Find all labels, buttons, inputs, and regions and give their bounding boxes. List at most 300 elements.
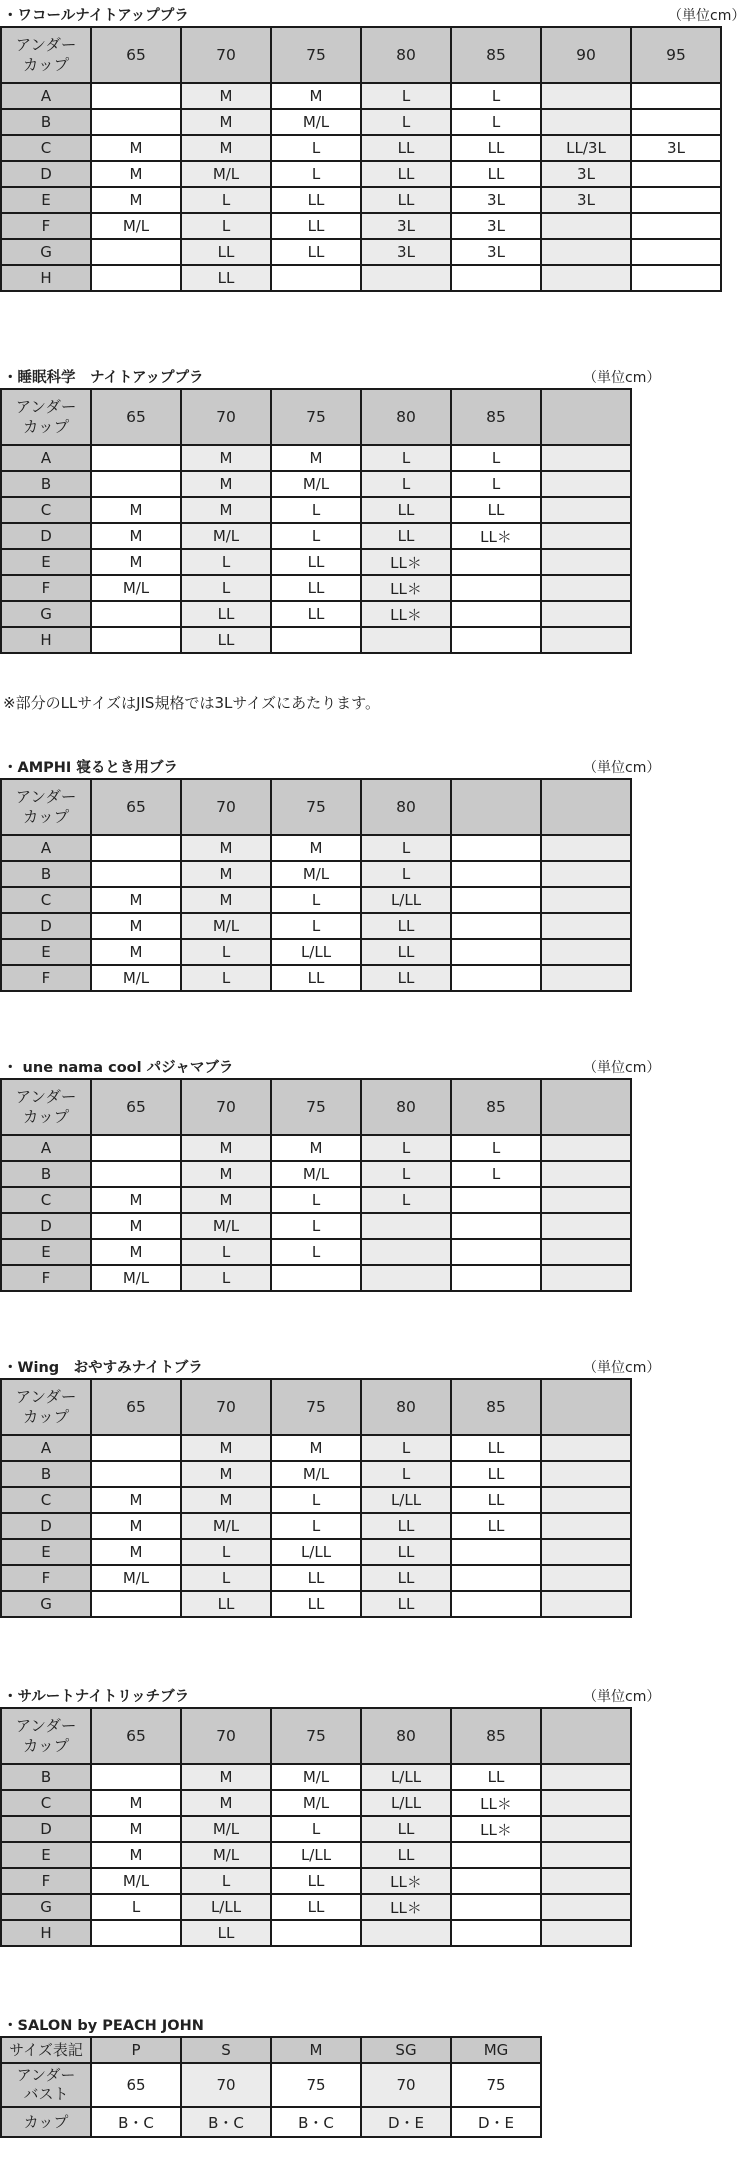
table-row — [1, 1565, 631, 1591]
table-row — [1, 601, 631, 627]
table-row — [1, 1461, 631, 1487]
size-cell: LL/3L — [541, 135, 631, 161]
cup-label: E — [1, 1539, 91, 1565]
size-cell: LL — [451, 1513, 541, 1539]
underbust-header: 70 — [181, 1379, 271, 1435]
size-cell: L — [181, 1265, 271, 1291]
size-cell — [541, 835, 631, 861]
size-table — [0, 1707, 632, 1947]
size-cell: LL — [271, 965, 361, 991]
size-cell: L — [361, 1135, 451, 1161]
cup-label: D — [1, 161, 91, 187]
cup-label: D — [1, 523, 91, 549]
size-cell — [361, 1239, 451, 1265]
size-cell: LL — [271, 1894, 361, 1920]
salon-size-table — [0, 2036, 542, 2138]
size-cell: M — [91, 1816, 181, 1842]
underbust-header: 65 — [91, 1379, 181, 1435]
size-cell: LL — [271, 213, 361, 239]
size-cell: LL — [361, 523, 451, 549]
size-cell: M — [181, 445, 271, 471]
size-cell: L/LL — [271, 1539, 361, 1565]
size-cell — [91, 1461, 181, 1487]
header-row — [1, 1708, 631, 1764]
size-cell: LL — [361, 1591, 451, 1617]
size-cell — [451, 913, 541, 939]
size-cell: M — [91, 1513, 181, 1539]
size-cell — [91, 109, 181, 135]
table-row — [1, 161, 721, 187]
row-label: サイズ表記 — [1, 2037, 91, 2063]
cup-label: A — [1, 835, 91, 861]
corner-header — [1, 389, 91, 445]
size-cell — [541, 523, 631, 549]
size-cell — [91, 1920, 181, 1946]
size-cell: M — [181, 835, 271, 861]
table-row — [1, 1135, 631, 1161]
size-cell: LL — [181, 627, 271, 653]
size-cell: L — [271, 1487, 361, 1513]
size-cell: M — [181, 861, 271, 887]
size-cell — [91, 445, 181, 471]
table-row — [1, 135, 721, 161]
size-cell: M/L — [181, 913, 271, 939]
corner-label: カップ — [22, 808, 70, 826]
section-title: ・サルートナイトリッチブラ — [3, 1689, 190, 1705]
table-row — [1, 939, 631, 965]
corner-header — [1, 1379, 91, 1435]
table-row — [1, 1161, 631, 1187]
size-cell — [541, 1513, 631, 1539]
table-row — [1, 213, 721, 239]
size-cell: L — [271, 1816, 361, 1842]
size-cell: LL — [181, 1591, 271, 1617]
cup-label: G — [1, 1591, 91, 1617]
size-cell — [271, 1920, 361, 1946]
size-cell — [541, 1461, 631, 1487]
size-cell: M — [91, 549, 181, 575]
underbust-header: 85 — [451, 1079, 541, 1135]
header-row — [1, 779, 631, 835]
size-cell: LL＊ — [361, 1894, 451, 1920]
underbust-header: 75 — [271, 1379, 361, 1435]
table-row — [1, 1265, 631, 1291]
cup-label: D — [1, 913, 91, 939]
size-cell: LL＊ — [451, 1816, 541, 1842]
size-cell — [631, 239, 721, 265]
size-cell — [451, 1539, 541, 1565]
table-row — [1, 1842, 631, 1868]
table-row — [1, 1187, 631, 1213]
size-cell: L — [451, 1161, 541, 1187]
size-cell — [541, 1265, 631, 1291]
size-cell: LL — [451, 1487, 541, 1513]
cup-label: C — [1, 497, 91, 523]
underbust-header: 75 — [271, 27, 361, 83]
size-cell: LL＊ — [361, 1868, 451, 1894]
corner-header — [1, 1079, 91, 1135]
size-cell — [541, 861, 631, 887]
size-cell — [451, 1565, 541, 1591]
underbust-header — [541, 779, 631, 835]
size-cell: LL — [181, 239, 271, 265]
table-row — [1, 2107, 541, 2137]
size-cell — [361, 1265, 451, 1291]
cup-label: B — [1, 1461, 91, 1487]
table-row — [1, 1513, 631, 1539]
size-cell: M — [181, 471, 271, 497]
size-cell: L — [181, 575, 271, 601]
size-cell — [91, 1435, 181, 1461]
section-wacoal — [0, 0, 746, 287]
size-cell: L — [271, 887, 361, 913]
size-cell — [541, 913, 631, 939]
size-cell: M — [181, 1135, 271, 1161]
size-cell — [541, 1539, 631, 1565]
size-cell: LL＊ — [451, 1790, 541, 1816]
size-cell — [271, 627, 361, 653]
underbust-header — [541, 389, 631, 445]
size-cell: L/LL — [361, 1790, 451, 1816]
section-title: ・SALON by PEACH JOHN — [3, 2018, 204, 2034]
size-cell: L — [271, 135, 361, 161]
size-cell: M — [91, 161, 181, 187]
size-cell: M — [181, 1764, 271, 1790]
size-cell: LL — [361, 1539, 451, 1565]
size-cell: L — [271, 1513, 361, 1539]
table-row — [1, 2037, 541, 2063]
size-cell: M — [181, 109, 271, 135]
cup-label: E — [1, 1842, 91, 1868]
underbust-header: 80 — [361, 779, 451, 835]
size-cell: L — [271, 1213, 361, 1239]
cup-label: E — [1, 1239, 91, 1265]
size-cell: L — [451, 83, 541, 109]
salon-cell: B・C — [91, 2107, 181, 2137]
size-cell: LL — [271, 239, 361, 265]
salon-cell: SG — [361, 2037, 451, 2063]
size-cell: M — [91, 913, 181, 939]
section-title: ・AMPHI 寝るとき用ブラ — [3, 760, 178, 776]
underbust-header — [541, 1379, 631, 1435]
size-cell — [541, 1161, 631, 1187]
cup-label: F — [1, 1265, 91, 1291]
underbust-header: 95 — [631, 27, 721, 83]
size-cell — [541, 265, 631, 291]
size-cell: LL — [361, 1816, 451, 1842]
size-cell: L — [181, 187, 271, 213]
size-cell: M/L — [271, 1461, 361, 1487]
cup-label: F — [1, 575, 91, 601]
size-cell: L — [361, 835, 451, 861]
size-cell: M — [181, 1487, 271, 1513]
size-cell: L — [91, 1894, 181, 1920]
size-cell — [451, 1842, 541, 1868]
size-cell: LL — [361, 135, 451, 161]
salon-cell: B・C — [271, 2107, 361, 2137]
section-salon-peach-john — [0, 2010, 746, 2132]
size-cell: LL＊ — [361, 549, 451, 575]
size-cell: M — [181, 1187, 271, 1213]
cup-label: F — [1, 1565, 91, 1591]
size-cell — [91, 83, 181, 109]
cup-label: B — [1, 109, 91, 135]
size-cell: M/L — [181, 1842, 271, 1868]
size-cell — [451, 575, 541, 601]
size-cell — [541, 1187, 631, 1213]
size-cell — [541, 1213, 631, 1239]
table-row — [1, 1790, 631, 1816]
row-label: カップ — [1, 2107, 91, 2137]
underbust-header: 80 — [361, 1379, 451, 1435]
size-cell: 3L — [361, 239, 451, 265]
size-cell: M — [91, 887, 181, 913]
header-row — [1, 1379, 631, 1435]
size-cell: M/L — [181, 523, 271, 549]
cup-label: D — [1, 1213, 91, 1239]
table-row — [1, 239, 721, 265]
salon-cell: MG — [451, 2037, 541, 2063]
size-cell — [451, 887, 541, 913]
cup-label: H — [1, 627, 91, 653]
salon-cell: 75 — [271, 2063, 361, 2107]
size-cell: M/L — [91, 1565, 181, 1591]
size-cell: L — [271, 1187, 361, 1213]
cup-label: C — [1, 887, 91, 913]
size-cell: L — [361, 1435, 451, 1461]
unit-label: （単位cm） — [583, 760, 661, 776]
section-amphi — [0, 752, 746, 987]
size-cell: M/L — [91, 1868, 181, 1894]
size-cell: M — [271, 83, 361, 109]
size-cell: LL — [451, 135, 541, 161]
size-cell: LL — [181, 601, 271, 627]
corner-label: カップ — [22, 56, 70, 74]
size-cell — [451, 627, 541, 653]
table-row — [1, 109, 721, 135]
size-cell: M/L — [271, 471, 361, 497]
size-cell — [631, 109, 721, 135]
size-cell: L — [361, 861, 451, 887]
size-cell: LL＊ — [451, 523, 541, 549]
size-cell — [451, 861, 541, 887]
size-cell: M/L — [181, 161, 271, 187]
size-cell: LL — [451, 1764, 541, 1790]
size-cell: L/LL — [361, 1487, 451, 1513]
salon-cell: 70 — [181, 2063, 271, 2107]
size-cell: L — [181, 939, 271, 965]
size-cell: M/L — [271, 861, 361, 887]
size-cell: LL＊ — [361, 575, 451, 601]
size-cell: L — [181, 965, 271, 991]
size-cell — [361, 627, 451, 653]
size-cell — [451, 1265, 541, 1291]
size-cell — [91, 627, 181, 653]
size-cell: L/LL — [271, 939, 361, 965]
size-cell — [91, 835, 181, 861]
size-cell — [91, 471, 181, 497]
size-cell: L — [361, 471, 451, 497]
size-cell — [451, 601, 541, 627]
size-cell — [361, 265, 451, 291]
size-cell: M — [91, 1187, 181, 1213]
underbust-header: 70 — [181, 27, 271, 83]
size-cell: 3L — [451, 239, 541, 265]
size-cell: LL — [361, 939, 451, 965]
size-cell — [451, 1894, 541, 1920]
size-cell: M — [181, 1461, 271, 1487]
size-cell: LL — [181, 265, 271, 291]
unit-label: （単位cm） — [583, 1360, 661, 1376]
size-cell: L — [271, 161, 361, 187]
size-cell: M/L — [271, 1764, 361, 1790]
unit-label: （単位cm） — [583, 1689, 661, 1705]
salon-cell: P — [91, 2037, 181, 2063]
size-cell — [91, 239, 181, 265]
size-table — [0, 1078, 632, 1292]
size-cell: L — [451, 445, 541, 471]
header-row — [1, 1079, 631, 1135]
size-cell: L — [181, 1239, 271, 1265]
size-cell: M — [91, 1539, 181, 1565]
cup-label: C — [1, 1790, 91, 1816]
underbust-header: 90 — [541, 27, 631, 83]
underbust-header: 70 — [181, 1079, 271, 1135]
size-cell — [91, 1764, 181, 1790]
size-cell: M/L — [91, 575, 181, 601]
size-cell — [541, 601, 631, 627]
corner-label: アンダー — [15, 788, 77, 806]
salon-cell: 75 — [451, 2063, 541, 2107]
size-cell — [541, 1764, 631, 1790]
size-cell: M — [91, 1239, 181, 1265]
size-cell: M — [271, 445, 361, 471]
size-cell: M — [181, 497, 271, 523]
cup-label: F — [1, 965, 91, 991]
salon-cell: D・E — [361, 2107, 451, 2137]
table-row — [1, 1894, 631, 1920]
cup-label: A — [1, 1135, 91, 1161]
size-cell: 3L — [451, 187, 541, 213]
size-cell — [541, 965, 631, 991]
size-cell — [451, 1213, 541, 1239]
size-cell: LL — [361, 965, 451, 991]
size-cell — [271, 1265, 361, 1291]
size-cell: M/L — [181, 1816, 271, 1842]
size-cell — [91, 1161, 181, 1187]
size-cell: M — [91, 135, 181, 161]
footnote: ※部分のLLサイズはJIS規格では3Lサイズにあたります。 — [3, 694, 380, 712]
underbust-header — [451, 779, 541, 835]
size-cell: LL — [361, 1565, 451, 1591]
size-cell: LL — [271, 1591, 361, 1617]
cup-label: E — [1, 939, 91, 965]
salon-cell: M — [271, 2037, 361, 2063]
underbust-header: 65 — [91, 1079, 181, 1135]
size-cell: L — [361, 109, 451, 135]
size-cell — [541, 887, 631, 913]
size-cell: LL — [271, 601, 361, 627]
size-cell: LL — [361, 1842, 451, 1868]
corner-label: アンダー — [15, 36, 77, 54]
cup-label: F — [1, 213, 91, 239]
size-cell — [541, 1920, 631, 1946]
cup-label: G — [1, 239, 91, 265]
size-cell: M/L — [91, 1265, 181, 1291]
cup-label: A — [1, 445, 91, 471]
size-cell: LL — [361, 187, 451, 213]
underbust-header: 85 — [451, 1708, 541, 1764]
size-cell: M — [91, 187, 181, 213]
size-cell — [91, 861, 181, 887]
cup-label: F — [1, 1868, 91, 1894]
cup-label: G — [1, 1894, 91, 1920]
table-row — [1, 549, 631, 575]
cup-label: A — [1, 1435, 91, 1461]
underbust-header: 80 — [361, 1708, 451, 1764]
size-cell: LL＊ — [361, 601, 451, 627]
size-cell — [451, 1239, 541, 1265]
size-cell: L — [181, 213, 271, 239]
size-cell — [541, 575, 631, 601]
table-row — [1, 445, 631, 471]
table-row — [1, 1435, 631, 1461]
corner-label: アンダー — [15, 398, 77, 416]
underbust-header: 80 — [361, 27, 451, 83]
table-row — [1, 497, 631, 523]
section-title: ・Wing おやすみナイトブラ — [3, 1360, 203, 1376]
underbust-header: 85 — [451, 27, 541, 83]
size-cell: L/LL — [271, 1842, 361, 1868]
salon-cell: D・E — [451, 2107, 541, 2137]
underbust-header: 75 — [271, 389, 361, 445]
cup-label: D — [1, 1513, 91, 1539]
size-cell — [451, 549, 541, 575]
underbust-header: 65 — [91, 27, 181, 83]
cup-label: E — [1, 549, 91, 575]
size-cell — [631, 187, 721, 213]
cup-label: H — [1, 1920, 91, 1946]
cup-label: C — [1, 1187, 91, 1213]
size-cell: L/LL — [361, 1764, 451, 1790]
size-cell: M/L — [91, 213, 181, 239]
size-cell: L — [181, 1868, 271, 1894]
underbust-header: 65 — [91, 1708, 181, 1764]
cup-label: H — [1, 265, 91, 291]
size-cell — [451, 835, 541, 861]
size-cell — [541, 213, 631, 239]
underbust-header: 70 — [181, 779, 271, 835]
cup-label: E — [1, 187, 91, 213]
cup-label: B — [1, 1764, 91, 1790]
size-cell: 3L — [361, 213, 451, 239]
row-label: アンダー バスト — [1, 2063, 91, 2107]
size-cell: L — [271, 1239, 361, 1265]
cup-label: D — [1, 1816, 91, 1842]
size-cell: L — [361, 1461, 451, 1487]
cup-label: B — [1, 861, 91, 887]
size-cell: LL — [181, 1920, 271, 1946]
size-cell — [91, 265, 181, 291]
size-cell — [541, 83, 631, 109]
size-cell: LL — [451, 161, 541, 187]
table-row — [1, 1920, 631, 1946]
size-cell: L — [271, 497, 361, 523]
table-row — [1, 471, 631, 497]
size-cell — [541, 1435, 631, 1461]
size-cell: M — [91, 1213, 181, 1239]
table-row — [1, 965, 631, 991]
